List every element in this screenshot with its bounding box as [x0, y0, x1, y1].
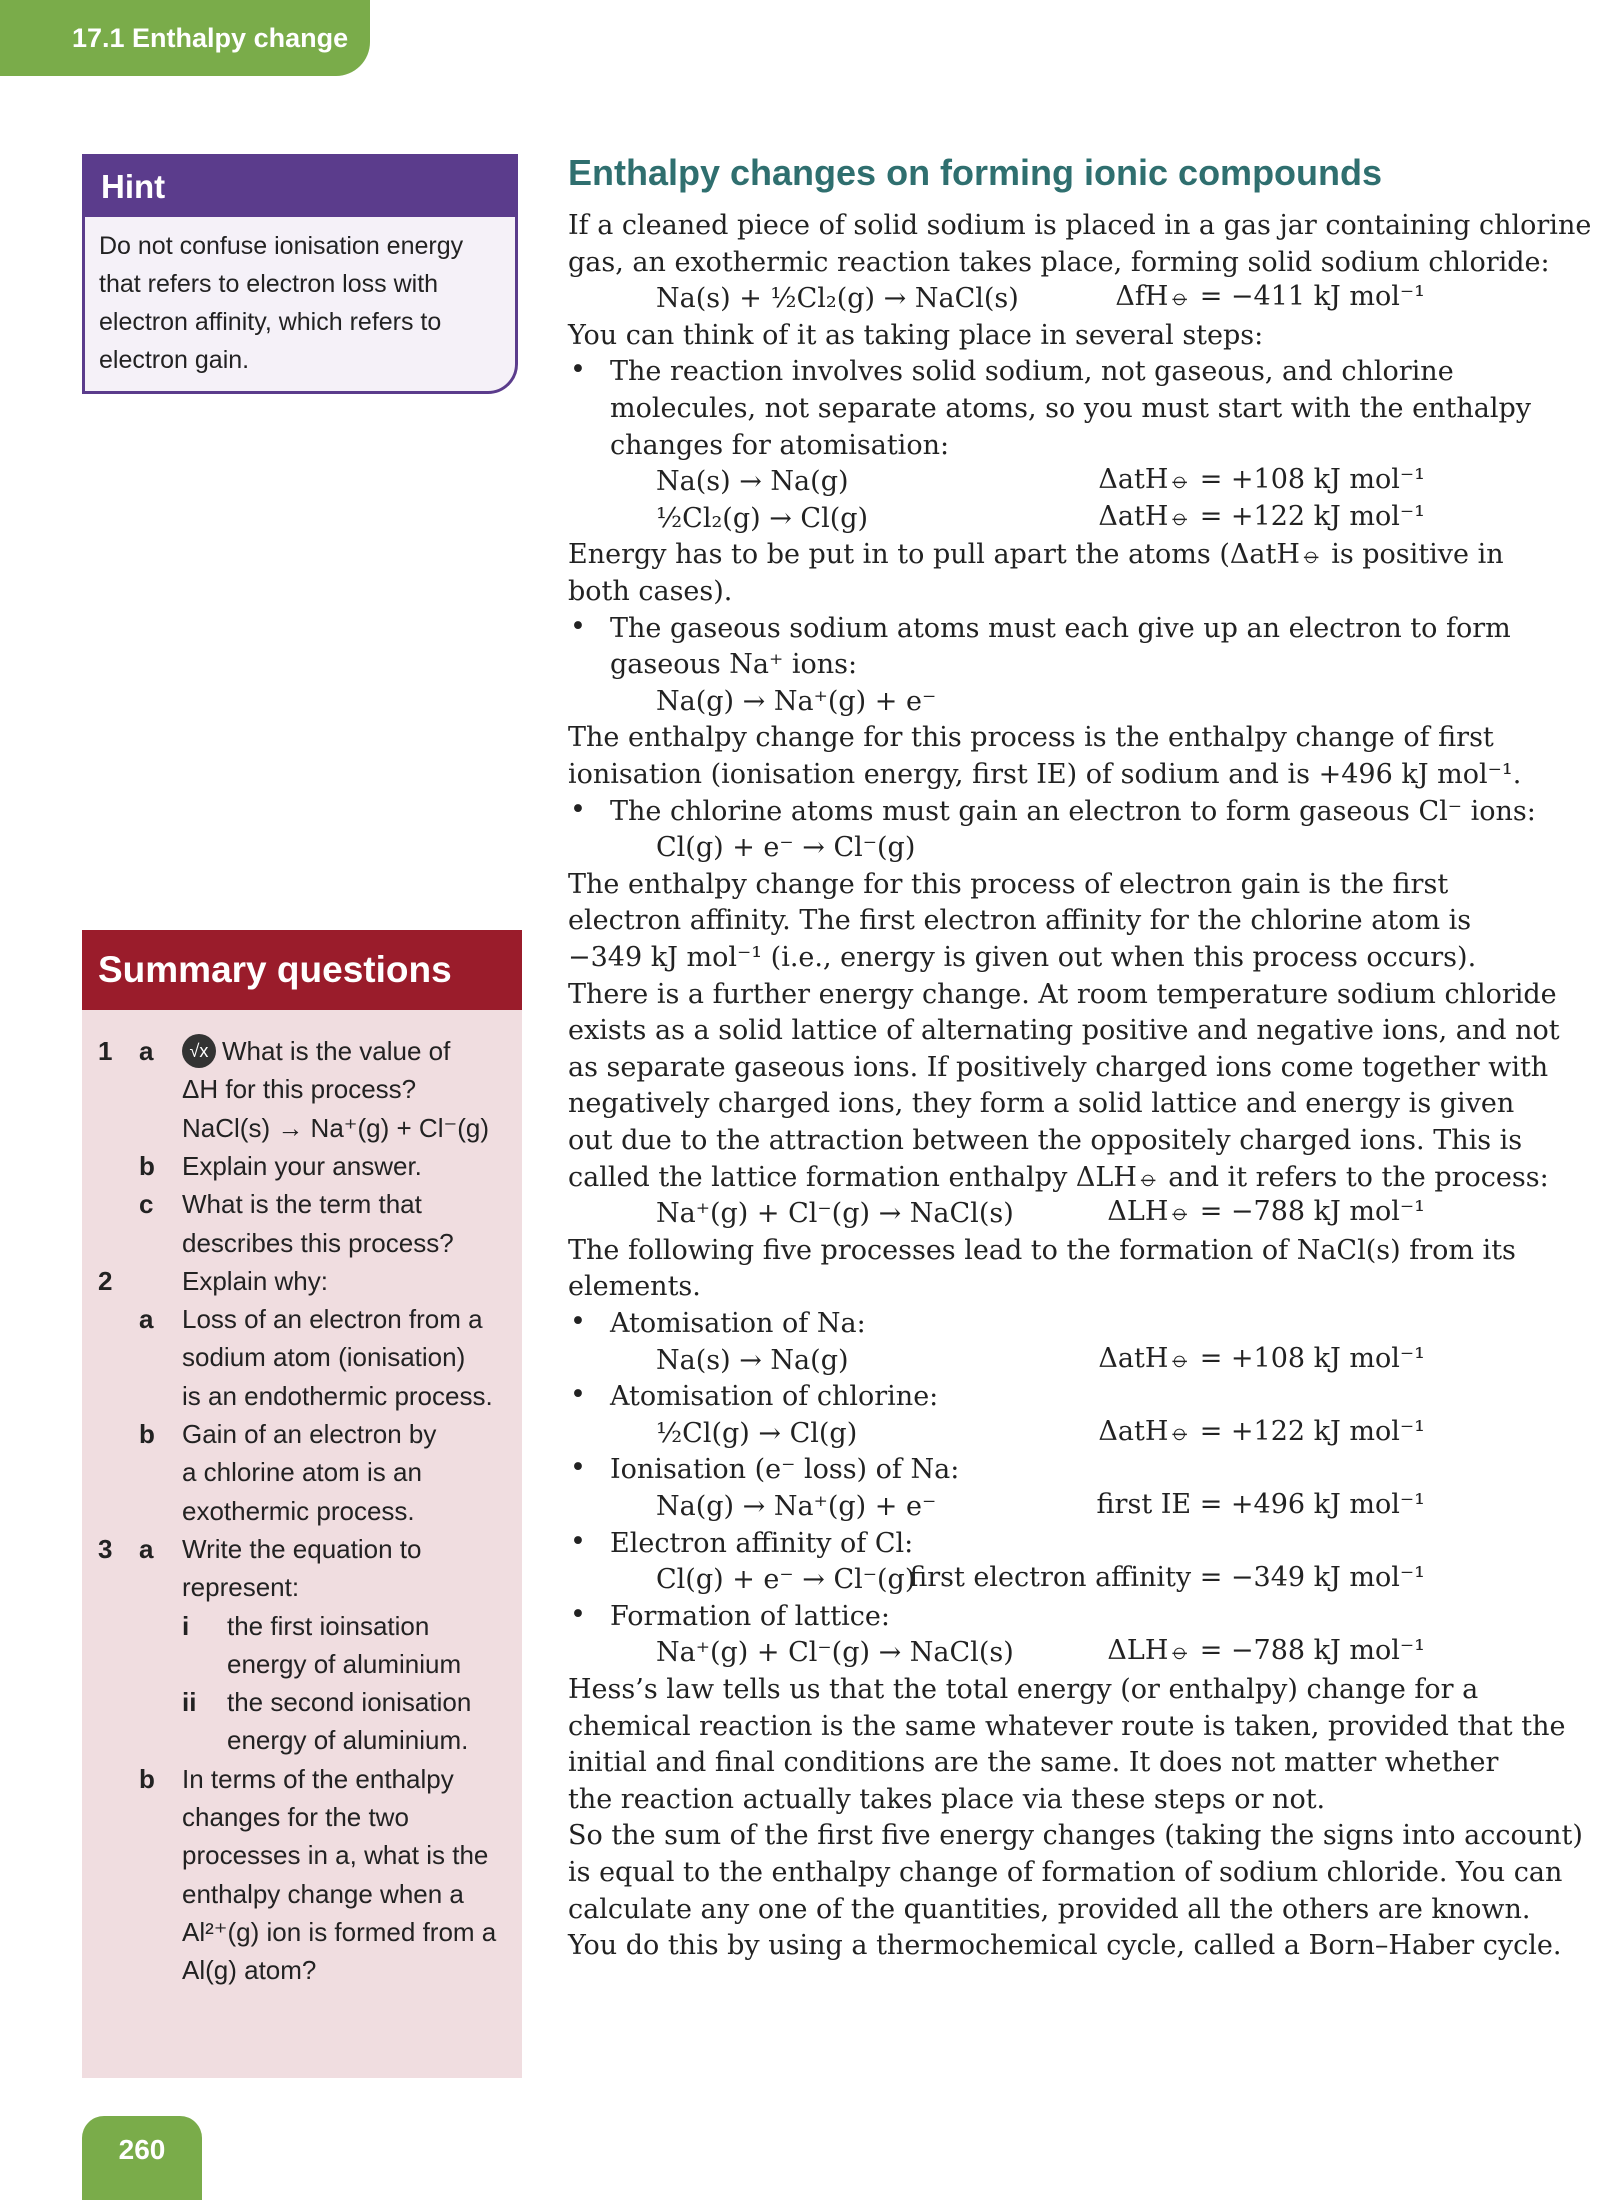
- bullet-item: The reaction involves solid sodium, not gaseous, and chlorine: [610, 356, 1454, 388]
- equation-value: first IE = +496 kJ mol⁻¹: [1096, 1489, 1425, 1520]
- bullet-marker: •: [570, 1452, 586, 1484]
- question-text: Al(g) atom?: [182, 1955, 317, 1986]
- question-text: What is the value of: [222, 1036, 451, 1066]
- question-text: ΔH for this process?: [182, 1074, 417, 1105]
- hint-line: electron affinity, which refers to: [99, 308, 442, 336]
- bullet-item: Formation of lattice:: [610, 1600, 890, 1632]
- question-letter: b: [139, 1763, 155, 1794]
- question-text: a chlorine atom is an: [182, 1457, 422, 1488]
- question-text: represent:: [182, 1572, 300, 1603]
- equation: ½Cl(g) → Cl(g): [656, 1417, 858, 1449]
- question-text: Explain your answer.: [182, 1150, 422, 1181]
- question-text: Gain of an electron by: [182, 1419, 437, 1449]
- body-text-line: elements.: [568, 1271, 701, 1303]
- equation: Na(g) → Na⁺(g) + e⁻: [656, 1491, 937, 1522]
- question-letter: b: [139, 1150, 155, 1181]
- equation-value: ΔLH⦵ = −788 kJ mol⁻¹: [1107, 1635, 1425, 1667]
- body-text-line: initial and final conditions are the same. It does not matter whether: [568, 1747, 1499, 1779]
- bullet-marker: •: [570, 1525, 586, 1557]
- question-letter: a: [139, 1304, 154, 1335]
- equation: Na(s) → Na(g): [656, 466, 849, 498]
- bullet-marker: •: [570, 1306, 586, 1337]
- equation-value: ΔatH⦵ = +108 kJ mol⁻¹: [1098, 464, 1425, 496]
- bullet-continuation: changes for atomisation:: [610, 429, 950, 461]
- question-text: Write the equation to: [182, 1533, 422, 1564]
- hint-line: that refers to electron loss with: [99, 270, 439, 298]
- main-title: Enthalpy changes on forming ionic compounds: [568, 152, 1383, 193]
- body-text-line: calculate any one of the quantities, provided all the others are known.: [568, 1893, 1531, 1925]
- body-text-line: ionisation (ionisation energy, first IE) of sodium and is +496 kJ mol⁻¹.: [568, 759, 1522, 790]
- question-number: 2: [98, 1265, 113, 1296]
- section-tab: [0, 0, 370, 76]
- bullet-marker: •: [570, 1379, 586, 1411]
- question-text: energy of aluminium: [227, 1648, 462, 1679]
- question-text: describes this process?: [182, 1227, 454, 1258]
- hint-box: [82, 154, 518, 394]
- question-letter: a: [139, 1533, 154, 1564]
- summary-questions-box: [82, 930, 522, 2078]
- body-text-line: the reaction actually takes place via these steps or not.: [568, 1783, 1326, 1815]
- question-text: In terms of the enthalpy: [182, 1763, 454, 1794]
- question-text: enthalpy change when a: [182, 1878, 464, 1909]
- body-text-line: You do this by using a thermochemical cycle, called a Born–Haber cycle.: [568, 1930, 1562, 1962]
- question-text: the first ioinsation: [227, 1610, 430, 1641]
- body-text-line: Hess’s law tells us that the total energy (or enthalpy) change for a: [568, 1674, 1479, 1705]
- hint-line: Do not confuse ionisation energy: [99, 232, 464, 260]
- body-text-line: So the sum of the first five energy changes (taking the signs into account): [568, 1820, 1583, 1852]
- body-text-line: electron affinity. The first electron affinity for the chlorine atom is: [568, 905, 1472, 937]
- question-letter: c: [139, 1189, 154, 1220]
- equation: Na(g) → Na⁺(g) + e⁻: [656, 685, 937, 717]
- question-text: energy of aluminium.: [227, 1725, 469, 1756]
- section-label: 17.1 Enthalpy change: [72, 23, 349, 53]
- bullet-item: Atomisation of chlorine:: [610, 1381, 939, 1413]
- equation-value: ΔatH⦵ = +122 kJ mol⁻¹: [1098, 500, 1425, 532]
- question-text: the second ionisation: [227, 1687, 472, 1718]
- question-letter: a: [139, 1036, 154, 1066]
- bullet-marker: •: [570, 793, 586, 825]
- hint-title: Hint: [85, 157, 515, 217]
- equation-value: ΔatH⦵ = +108 kJ mol⁻¹: [1098, 1342, 1425, 1374]
- question-letter: ii: [182, 1687, 197, 1718]
- bullet-continuation: gaseous Na⁺ ions:: [610, 649, 858, 681]
- hint-line: electron gain.: [99, 346, 250, 374]
- body-text-line: If a cleaned piece of solid sodium is placed in a gas jar containing chlorine: [568, 210, 1592, 241]
- question-text: is an endothermic process.: [182, 1380, 493, 1411]
- body-text-line: The enthalpy change for this process is the enthalpy change of first: [568, 722, 1494, 754]
- question-text: Explain why:: [182, 1265, 328, 1296]
- body-text-line: You can think of it as taking place in several steps:: [568, 319, 1264, 351]
- equation: Cl(g) + e⁻ → Cl⁻(g): [656, 832, 916, 864]
- bullet-marker: •: [570, 1598, 586, 1630]
- bullet-item: Electron affinity of Cl:: [610, 1527, 914, 1559]
- bullet-item: Ionisation (e⁻ loss) of Na:: [610, 1454, 960, 1486]
- question-text: exothermic process.: [182, 1495, 415, 1526]
- body-text-line: as separate gaseous ions. If positively charged ions come together with: [568, 1051, 1549, 1083]
- equation: Cl(g) + e⁻ → Cl⁻(g): [656, 1564, 916, 1596]
- bullet-item: Atomisation of Na:: [610, 1308, 866, 1339]
- bullet-continuation: molecules, not separate atoms, so you must start with the enthalpy: [610, 393, 1531, 424]
- summary-title: Summary questions: [82, 930, 522, 1010]
- question-letter: i: [182, 1610, 190, 1641]
- question-text: processes in a, what is the: [182, 1840, 489, 1871]
- body-text-line: Energy has to be put in to pull apart the atoms (ΔatH⦵ is positive in: [568, 539, 1504, 571]
- equation: Na⁺(g) + Cl⁻(g) → NaCl(s): [656, 1637, 1014, 1669]
- bullet-item: The gaseous sodium atoms must each give up an electron to form: [610, 612, 1511, 644]
- body-text-line: exists as a solid lattice of alternating positive and negative ions, and not: [568, 1015, 1560, 1047]
- question-number: 3: [98, 1533, 113, 1564]
- bullet-marker: •: [570, 354, 586, 386]
- bullet-marker: •: [570, 610, 586, 642]
- question-number: 1: [98, 1036, 113, 1066]
- equation-value: ΔatH⦵ = +122 kJ mol⁻¹: [1098, 1415, 1425, 1447]
- body-text-line: There is a further energy change. At room temperature sodium chloride: [568, 978, 1557, 1010]
- body-text-line: both cases).: [568, 576, 733, 607]
- equation-value: ΔLH⦵ = −788 kJ mol⁻¹: [1107, 1196, 1425, 1228]
- body-text-line: chemical reaction is the same whatever route is taken, provided that the: [568, 1710, 1566, 1742]
- equation: Na(s) + ½Cl₂(g) → NaCl(s): [656, 283, 1019, 315]
- question-text: Al²⁺(g) ion is formed from a: [182, 1916, 497, 1947]
- body-text-line: The enthalpy change for this process of electron gain is the first: [568, 868, 1449, 900]
- body-text-line: called the lattice formation enthalpy ΔLH⦵ and it refers to the process:: [568, 1161, 1549, 1193]
- question-text: changes for the two: [182, 1802, 409, 1832]
- question-text: What is the term that: [182, 1189, 422, 1220]
- equation-value: ΔfH⦵ = −411 kJ mol⁻¹: [1115, 281, 1425, 313]
- equation: ½Cl₂(g) → Cl(g): [656, 502, 869, 534]
- equation: Na⁺(g) + Cl⁻(g) → NaCl(s): [656, 1198, 1014, 1230]
- hint-text: [85, 217, 515, 389]
- body-text-line: The following five processes lead to the formation of NaCl(s) from its: [568, 1234, 1516, 1266]
- body-text-line: is equal to the enthalpy change of formation of sodium chloride. You can: [568, 1857, 1563, 1888]
- body-text-line: gas, an exothermic reaction takes place, forming solid sodium chloride:: [568, 246, 1550, 278]
- body-text-line: negatively charged ions, they form a solid lattice and energy is given: [568, 1088, 1515, 1120]
- equation: Na(s) → Na(g): [656, 1344, 849, 1376]
- question-text: sodium atom (ionisation): [182, 1342, 466, 1373]
- body-text-line: out due to the attraction between the oppositely charged ions. This is: [568, 1125, 1523, 1156]
- body-text-line: −349 kJ mol⁻¹ (i.e., energy is given out when this process occurs).: [568, 942, 1477, 973]
- question-letter: b: [139, 1419, 155, 1449]
- question-text: Loss of an electron from a: [182, 1304, 483, 1335]
- bullet-item: The chlorine atoms must gain an electron to form gaseous Cl⁻ ions:: [610, 795, 1536, 827]
- question-text: NaCl(s) → Na⁺(g) + Cl⁻(g): [182, 1112, 489, 1143]
- equation-value: first electron affinity = −349 kJ mol⁻¹: [909, 1562, 1425, 1594]
- calculator-icon: √x: [182, 1034, 216, 1068]
- page-number: 260: [82, 2116, 202, 2200]
